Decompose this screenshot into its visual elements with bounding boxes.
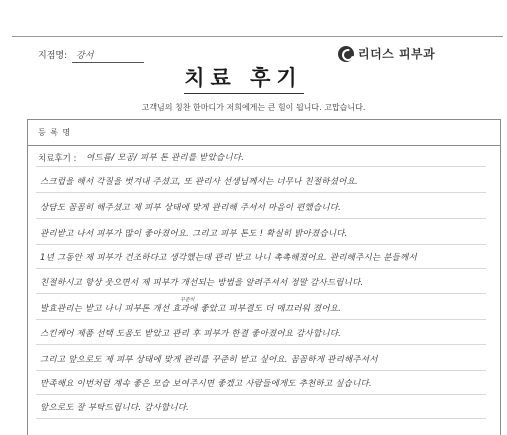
line-rule [36, 244, 486, 245]
brand-mark-icon [338, 46, 354, 62]
line-rule [36, 394, 486, 395]
line-rule [36, 166, 486, 167]
line-rule [36, 370, 486, 371]
line-rule [36, 319, 486, 320]
handwritten-line: 만족해요 이번처럼 계속 좋은 모습 보여주시면 좋겠고 사람들에게도 추천하고 싶습니다. [40, 379, 372, 389]
handwritten-line: 여드름/ 모공/ 피부 톤 관리를 받았습니다. [86, 153, 245, 163]
handwritten-line: 관리받고 나서 피부가 많이 좋아졌어요. 그리고 피부 톤도 ! 확실히 밝아졌습니다. [40, 229, 348, 239]
branch-label: 지점명: [38, 51, 68, 61]
line-rule [36, 268, 486, 269]
handwritten-line: 1년 그동안 제 피부가 건조하다고 생각했는데 관리 받고 나니 촉촉해졌어요. 관리해주시는 분들께서 [40, 253, 417, 263]
top-divider [12, 36, 503, 37]
brand-logo [338, 45, 435, 62]
handwritten-line: 상담도 꼼꼼히 해주셨고 제 피부 상태에 맞게 관리해 주셔서 마음이 편했습니다. [40, 203, 342, 213]
title-block [176, 62, 311, 94]
handwritten-line: 발효관리는 받고 나니 피부톤 개선 효과에 좋았고 피부결도 더 매끄러워 졌어요. [40, 304, 342, 314]
branch-underline [72, 62, 144, 63]
handwritten-line: 스킨케어 제품 선택 도움도 받았고 관리 후 피부가 한결 좋아졌어요 감사합니다. [40, 329, 342, 339]
review-label: 치료후기 : [38, 154, 77, 164]
tagline: 고객님의 칭찬 한마디가 저희에게는 큰 힘이 됩니다. 고맙습니다. [141, 103, 366, 112]
handwritten-annotation: 꾸준히 [180, 297, 195, 303]
review-form [27, 119, 501, 435]
line-rule [36, 418, 486, 419]
line-rule [36, 293, 486, 294]
handwritten-line: 스크럽을 해서 각질을 벗겨내 주셨고, 또 관리사 선생님께서는 너무나 친절하셨어요. [40, 177, 358, 187]
line-rule [36, 192, 486, 193]
registrant-row [28, 120, 500, 146]
title-underline [184, 93, 304, 94]
brand-name: 리더스 피부과 [358, 47, 436, 61]
handwritten-line: 친절하시고 항상 웃으면서 제 피부가 개선되는 방법을 알려주셔서 정말 감사드립니다. [40, 278, 364, 288]
page-title: 치료 후기 [184, 65, 303, 90]
line-rule [36, 218, 486, 219]
handwritten-line: 앞으로도 잘 부탁드립니다. 감사합니다. [40, 403, 190, 413]
line-rule [36, 344, 486, 345]
branch-value: 강서 [76, 51, 94, 61]
handwritten-line: 그리고 앞으로도 제 피부 상태에 맞게 관리를 꾸준히 받고 싶어요. 꼼꼼하게 관리해주셔서 [40, 355, 378, 365]
registrant-label: 등 록 명 [38, 128, 72, 137]
